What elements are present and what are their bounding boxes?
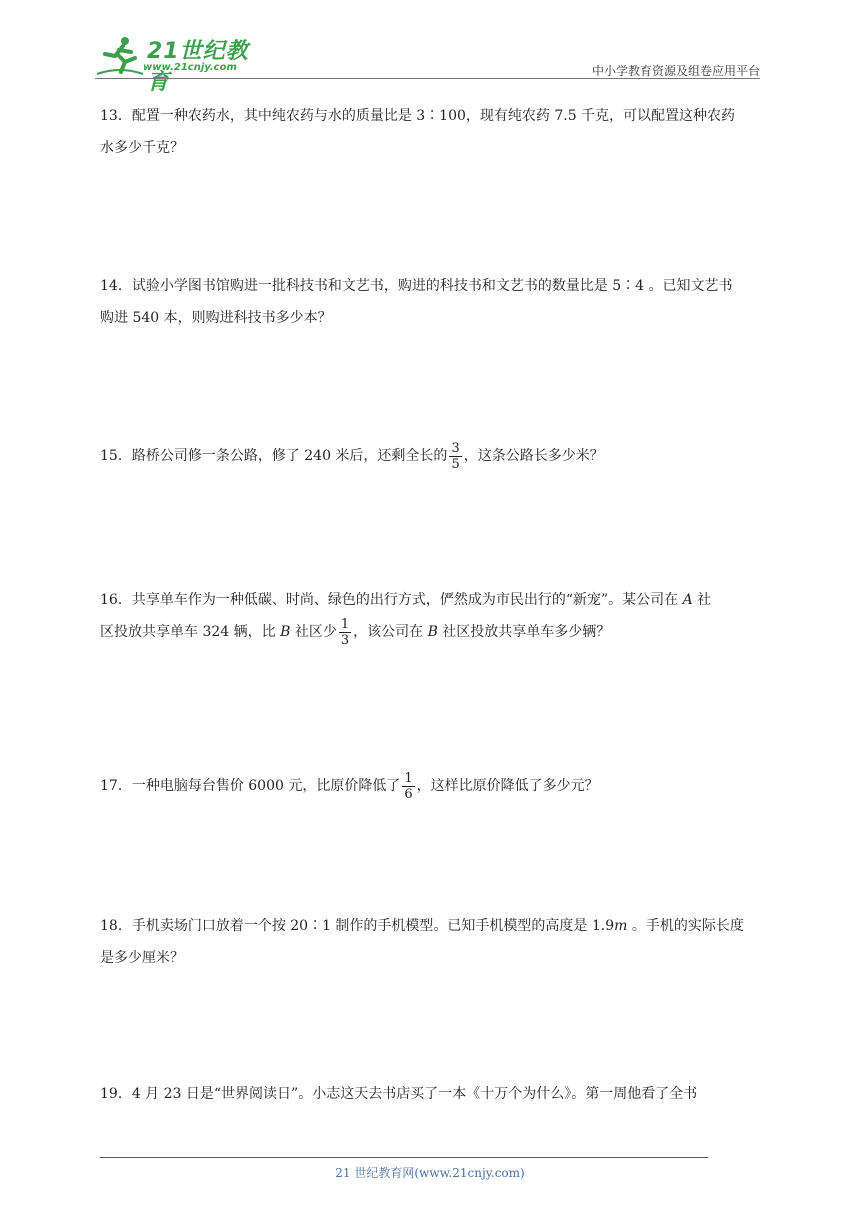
fraction [339,617,351,648]
question-text: 16．共享单车作为一种低碳、时尚、绿色的出行方式，俨然成为市民出行的“新宠”。某公司在 [100,592,683,608]
question-text: 。手机的实际长度 [627,918,744,934]
variable: B [427,624,438,640]
question-text: 区投放共享单车 324 辆，比 [100,624,281,640]
question-text: 社区少 [290,624,337,640]
question-line: 水多少千克？ [100,140,184,156]
question-text: 社区投放共享单车多少辆？ [437,624,611,640]
question-text: 17．一种电脑每台售价 6000 元，比原价降低了 [100,778,401,794]
unit: m [614,918,628,934]
fraction [449,441,461,472]
question-13 [100,100,762,164]
header-divider [95,78,760,79]
fraction-denominator: 5 [451,456,460,472]
question-18 [100,910,762,974]
footer-divider [100,1157,708,1158]
question-line [100,910,762,942]
question-text: ，这样比原价降低了多少元？ [416,778,599,794]
fraction-denominator: 6 [404,786,413,802]
question-text: ，该公司在 [353,624,428,640]
platform-name: 中小学教育资源及组卷应用平台 [591,64,760,78]
fraction-numerator: 1 [340,616,350,632]
page-header [95,28,760,95]
question-19 [100,1078,762,1110]
question-14 [100,270,762,334]
logo-url: www.21cnjy.com [143,62,237,73]
question-16 [100,584,762,648]
question-text: ，这条公路长多少米？ [463,448,604,464]
fraction [402,771,414,802]
logo-text: 21世纪教育 [147,39,249,95]
question-text: 社 [692,592,712,608]
question-15 [100,440,762,472]
variable: A [682,592,693,608]
fraction-denominator: 3 [340,632,350,648]
fraction-numerator: 1 [404,770,413,786]
question-line [100,440,762,472]
question-line: 是多少厘米？ [100,950,184,966]
question-line [100,616,762,648]
question-line [100,770,762,802]
question-line [100,584,762,616]
runner-logo-icon [95,34,145,78]
question-text: 15．路桥公司修一条公路，修了 240 米后，还剩全长的 [100,448,448,464]
question-text: 18．手机卖场门口放着一个按 20∶1 制作的手机模型。已知手机模型的高度是 1.9 [100,918,615,934]
variable: B [280,624,291,640]
question-line: 19．4 月 23 日是“世界阅读日”。小志这天去书店买了一本《十万个为什么》。第一周他看了全书 [100,1086,698,1102]
question-line: 购进 540 本，则购进科技书多少本？ [100,310,332,326]
question-line: 14．试验小学图书馆购进一批科技书和文艺书，购进的科技书和文艺书的数量比是 5∶4 。已知文艺书 [100,278,733,294]
question-line: 13．配置一种农药水，其中纯农药与水的质量比是 3∶100，现有纯农药 7.5 千克，可以配置这种农药 [100,108,736,124]
logo [95,34,265,95]
question-17 [100,770,762,802]
fraction-numerator: 3 [451,440,460,456]
footer-text: 21 世纪教育网(www.21cnjy.com) [335,1166,525,1180]
